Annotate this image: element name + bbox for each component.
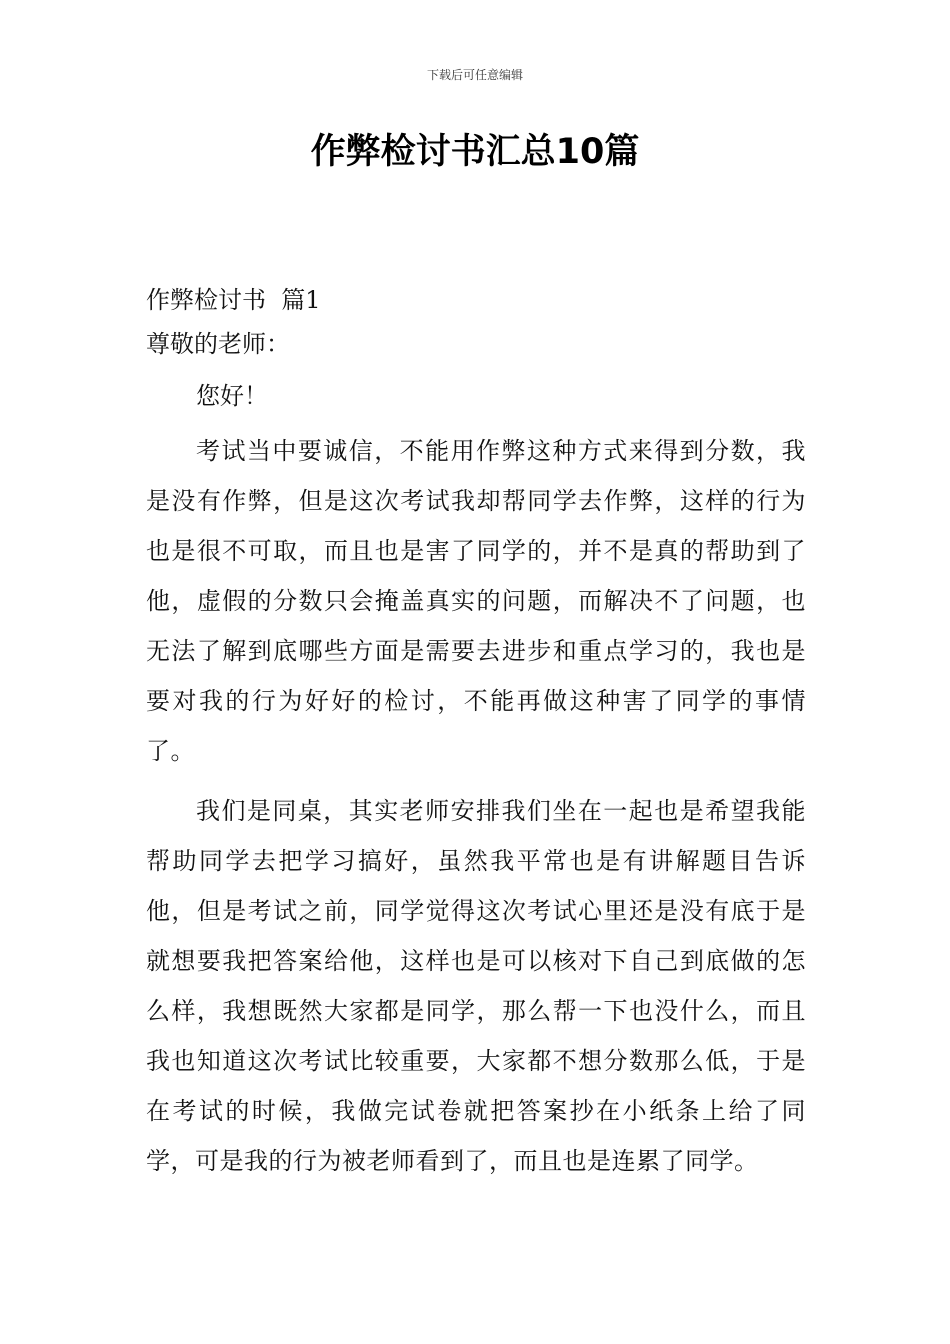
body-paragraph: 我们是同桌，其实老师安排我们坐在一起也是希望我能帮助同学去把学习搞好，虽然我平常也是有讲解题目告诉他，但是考试之前，同学觉得这次考试心里还是没有底于是就想要我把答案给他，这样也是可以核对下自己到底做的怎么样，我想既然大家都是同学，那么帮一下也没什么，而且我也知道这次考试比较重要，大家都不想分数那么低，于是在考试的时候，我做完试卷就把答案抄在小纸条上给了同学，可是我的行为被老师看到了，而且也是连累了同学。 — [146, 797, 806, 1175]
greeting: 您好！ — [196, 382, 268, 410]
body-paragraph: 考试当中要诚信，不能用作弊这种方式来得到分数，我是没有作弊，但是这次考试我却帮同学去作弊，这样的行为也是很不可取，而且也是害了同学的，并不是真的帮助到了他，虚假的分数只会掩盖真实的问题，而解决不了问题，也无法了解到底哪些方面是需要去进步和重点学习的，我也是要对我的行为好好的检讨，不能再做这种害了同学的事情了。 — [146, 437, 806, 765]
section-heading: 作弊检讨书 篇1 — [146, 286, 321, 314]
document-body — [146, 280, 806, 1196]
header-note: 下载后可任意编辑 — [426, 68, 523, 82]
salutation: 尊敬的老师： — [146, 330, 290, 358]
document-title: 作弊检讨书汇总10篇 — [310, 132, 640, 172]
